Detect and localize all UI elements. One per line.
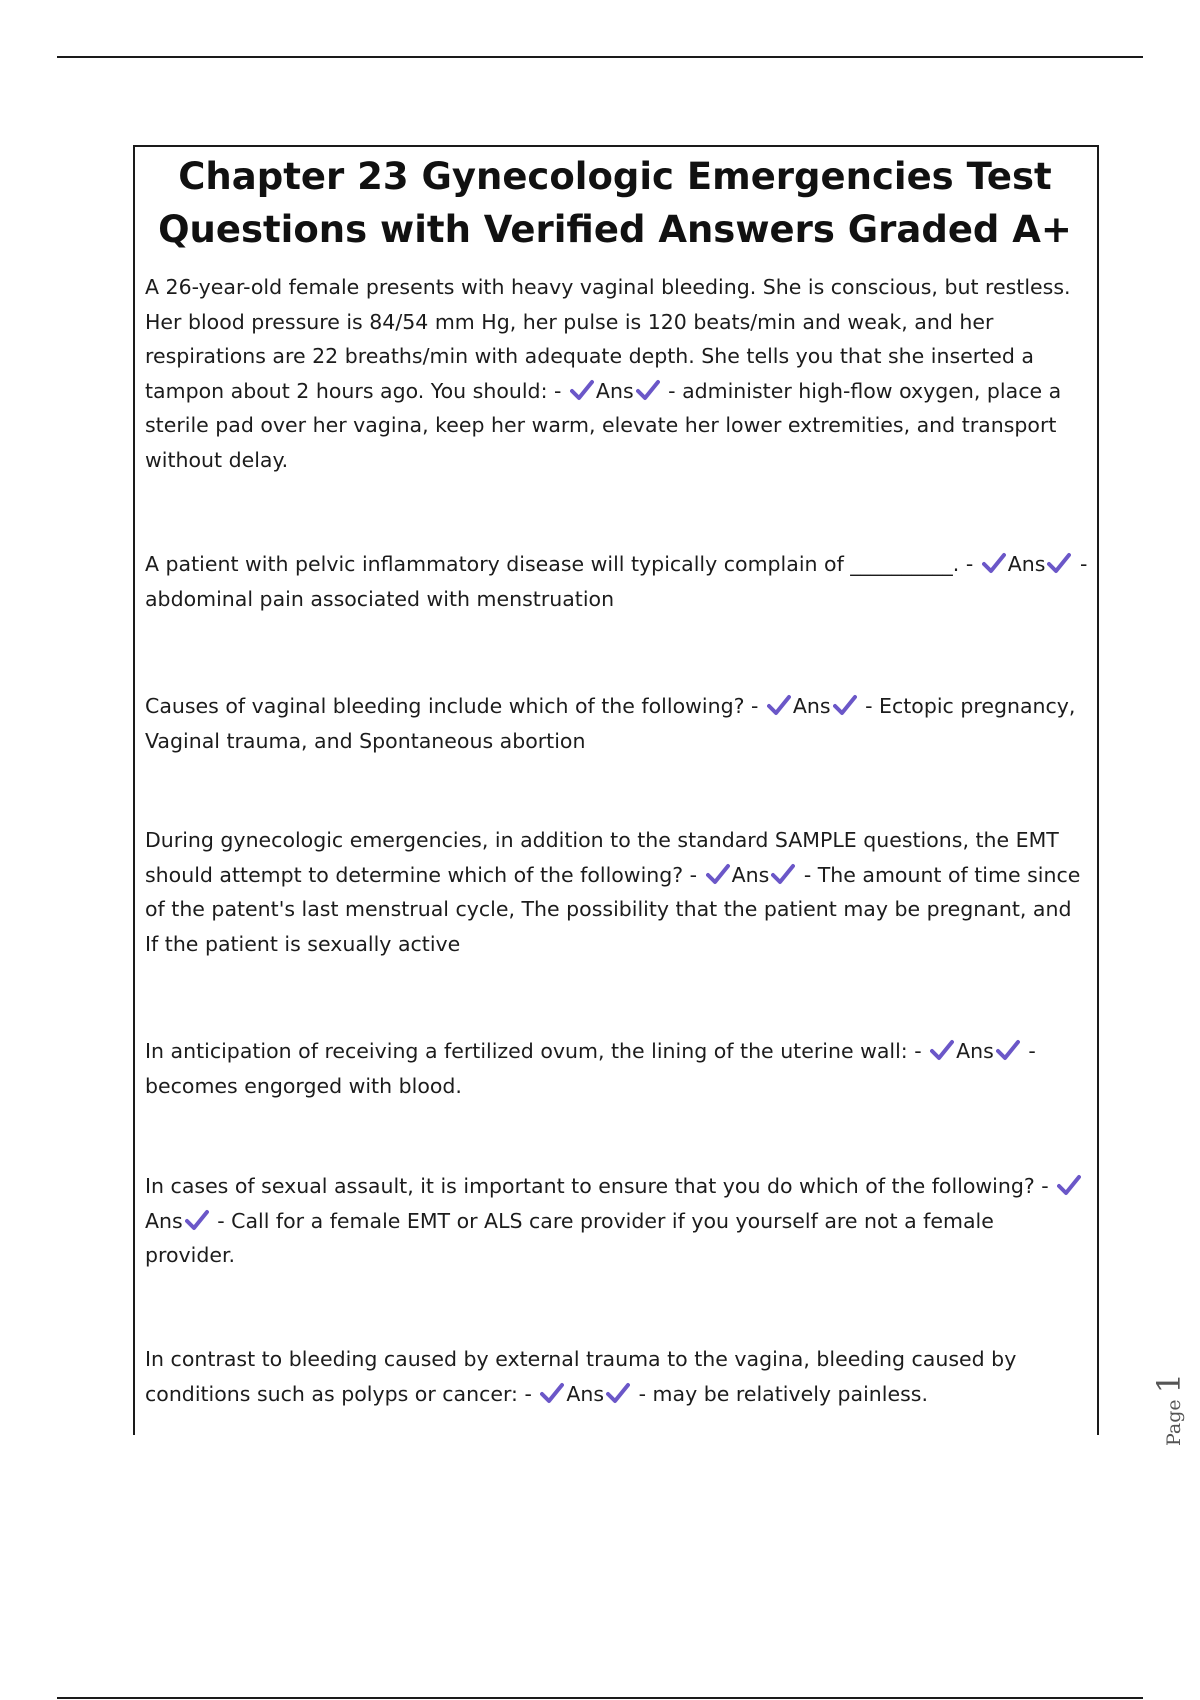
check-mark-icon bbox=[1047, 552, 1071, 574]
answer-text: The amount of time since of the patent's last menstrual cycle, The possibility that the patient may be pregnant, and If the patient is sexually active bbox=[145, 862, 1081, 956]
answer-marker: Ans bbox=[956, 1039, 994, 1063]
question-text: Causes of vaginal bleeding include which of the following? bbox=[145, 694, 745, 718]
answer-marker: Ans bbox=[595, 378, 634, 403]
answer-marker: Ans bbox=[731, 862, 770, 887]
question-text: In cases of sexual assault, it is important to ensure that you do which of the following? bbox=[145, 1174, 1035, 1198]
header-rule bbox=[57, 56, 1143, 58]
separator: - bbox=[797, 862, 818, 887]
answer-text: abdominal pain associated with menstruation bbox=[145, 586, 615, 611]
answer-text: may be relatively painless. bbox=[652, 1381, 928, 1406]
check-mark-icon bbox=[1057, 1174, 1081, 1196]
qa-item-5 bbox=[145, 1034, 1090, 1103]
separator: - bbox=[632, 1381, 653, 1406]
page-number-label bbox=[1150, 1373, 1188, 1446]
qa-item-7 bbox=[145, 1342, 1090, 1411]
check-mark-icon bbox=[636, 379, 660, 401]
qa-item-6 bbox=[145, 1169, 1090, 1273]
page-number: 1 bbox=[1150, 1372, 1188, 1394]
check-mark-icon bbox=[185, 1209, 209, 1231]
answer-text: becomes engorged with blood. bbox=[145, 1073, 462, 1098]
qa-item-1 bbox=[145, 270, 1090, 477]
separator: - bbox=[1034, 1174, 1056, 1198]
separator: - bbox=[1021, 1039, 1036, 1063]
check-mark-icon bbox=[982, 552, 1006, 574]
check-mark-icon bbox=[570, 379, 594, 401]
document-title: Chapter 23 Gynecologic Emergencies Test Questions with Verified Answers Graded A+ bbox=[158, 155, 1072, 251]
qa-item-3 bbox=[145, 689, 1090, 758]
check-mark-icon bbox=[540, 1382, 564, 1404]
footer-rule bbox=[57, 1697, 1143, 1699]
separator: - bbox=[683, 862, 704, 887]
question-text: A 26-year-old female presents with heavy vaginal bleeding. She is conscious, but restless. Her blood pressure is 84/54 mm Hg, her pulse is 120 beats/min and weak, and her respirations are 22 breaths/min with adequate depth. She tells you that she inserted a tampon about 2 hours ago. You should: bbox=[145, 275, 1071, 403]
separator: - bbox=[1073, 552, 1088, 576]
answer-marker: Ans bbox=[1007, 552, 1046, 576]
page-word: Page bbox=[1163, 1399, 1185, 1446]
separator: - bbox=[547, 378, 568, 403]
check-mark-icon bbox=[833, 694, 857, 716]
qa-item-2 bbox=[145, 547, 1090, 616]
question-text: In contrast to bleeding caused by external trauma to the vagina, bleeding caused by conditions such as polyps or cancer: bbox=[145, 1347, 1017, 1406]
separator: - bbox=[661, 378, 683, 403]
separator: - bbox=[858, 694, 880, 718]
check-mark-icon bbox=[767, 694, 791, 716]
answer-text: Ectopic pregnancy, Vaginal trauma, and Spontaneous abortion bbox=[145, 694, 1076, 753]
separator: - bbox=[210, 1208, 232, 1233]
separator: - bbox=[959, 552, 980, 576]
separator: - bbox=[744, 694, 765, 718]
question-text: During gynecologic emergencies, in addition to the standard SAMPLE questions, the EMT should attempt to determine which of the following? bbox=[145, 828, 1059, 887]
answer-marker: Ans bbox=[792, 694, 831, 718]
check-mark-icon bbox=[771, 863, 795, 885]
check-mark-icon bbox=[606, 1382, 630, 1404]
answer-marker: Ans bbox=[566, 1381, 605, 1406]
answer-text: administer high-flow oxygen, place a sterile pad over her vagina, keep her warm, elevate her lower extremities, and transport without delay. bbox=[145, 378, 1062, 472]
qa-item-4 bbox=[145, 823, 1090, 961]
question-text: In anticipation of receiving a fertilized ovum, the lining of the uterine wall: bbox=[145, 1039, 908, 1063]
question-text: A patient with pelvic inflammatory disease will typically complain of __________. bbox=[145, 552, 960, 576]
separator: - bbox=[907, 1039, 929, 1063]
check-mark-icon bbox=[996, 1039, 1020, 1061]
answer-marker: Ans bbox=[145, 1208, 183, 1233]
answer-text: Call for a female EMT or ALS care provider if you yourself are not a female provider. bbox=[145, 1208, 994, 1267]
check-mark-icon bbox=[930, 1039, 954, 1061]
separator: - bbox=[517, 1381, 539, 1406]
check-mark-icon bbox=[706, 863, 730, 885]
